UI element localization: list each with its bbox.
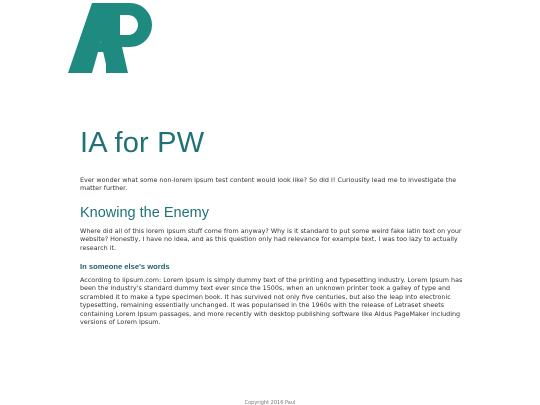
subsection-heading: In someone else's words (80, 262, 170, 272)
main-content (80, 126, 464, 326)
site-logo[interactable] (68, 3, 156, 73)
subsection-paragraph: According to lipsum.com: Lorem Ipsum is simply dummy text of the printing and typesetting industry. Lorem Ipsum has been the industry's standard dummy text ever since the 1500s, when an unknown printer took a galley of type and scrambled it to make a type specimen book. It has survived not only five centuries, but also the leap into electronic typesetting, remaining essentially unchanged. It was popularised in the 1960s with the release of Letraset sheets containing Lorem Ipsum passages, and more recently with desktop publishing software like Aldus PageMaker including versions of Lorem Ipsum. (80, 276, 463, 327)
intro-paragraph: Ever wonder what some non-lorem ipsum test content would look like? So did I! Curiousity lead me to investigate the matter further. (80, 176, 457, 193)
footer-copyright: Copyright 2016 Paul (244, 400, 296, 405)
ap-monogram-icon (68, 3, 156, 73)
section-paragraph: Where did all of this lorem ipsum stuff come from anyway? Why is it standard to put some weird fake latin text on your website? Honestly, I have no idea, and as this question only had relevance for example text, I was too lazy to actually research it. (80, 226, 462, 252)
page-title: IA for PW (80, 127, 205, 159)
section-heading: Knowing the Enemy (80, 204, 209, 221)
